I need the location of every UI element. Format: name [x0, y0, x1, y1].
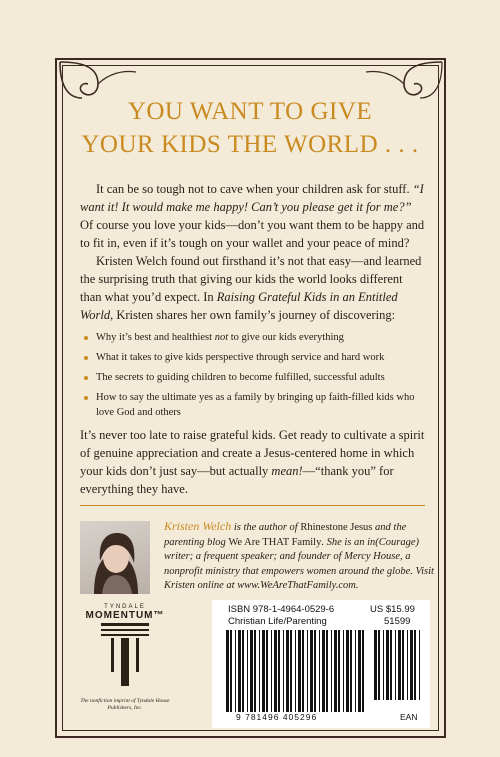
headline-line-1: YOU WANT TO GIVE — [127, 98, 373, 125]
paragraph-2-text-b: , Kristen shares her own family’s journey of discovering: — [110, 308, 396, 322]
isbn-barcode-block — [212, 600, 430, 728]
book-title-mention: Raising Grateful Kids in an Entitled World — [80, 290, 398, 322]
price: US $15.99 — [370, 604, 415, 615]
headline — [80, 95, 420, 161]
paragraph-3-text-b: —“thank you” for everything they have. — [80, 464, 394, 496]
paragraph-3-text-a: It’s never too late to raise grateful kids. Get ready to cultivate a spirit of genuine appreciation and create a Jesus-centered home in which your kids don’t just say—but actually — [80, 428, 425, 478]
divider — [80, 505, 425, 506]
description — [80, 180, 425, 498]
paragraph-3 — [80, 426, 425, 498]
publisher-imprint-note: The nonfiction imprint of Tyndale House Publishers, Inc. — [80, 698, 170, 711]
author-photo — [80, 521, 150, 594]
paragraph-1-quote: “I want it! It would make me happy! Can’t you please get it for me?” — [80, 182, 424, 214]
price-barcode-icon — [374, 630, 422, 712]
paragraph-1-text-a: It can be so tough not to cave when your children ask for stuff. — [96, 182, 413, 196]
barcode-icon — [226, 630, 366, 712]
author-book: Rhinestone Jesus — [300, 522, 373, 533]
publisher-name-small: TYNDALE — [104, 604, 146, 610]
book-category: Christian Life/Parenting — [228, 616, 327, 627]
author-bio: Kristen Welch is the author of Rhinestone Jesus and the parenting blog We Are THAT Family. She is an in(Courage) writer; a frequent speaker; and founder of Mercy House, a nonprofit ministry that empowers women around the globe. Visit Kristen online at www.WeAreThatFamily.com. — [164, 519, 434, 591]
isbn-number: ISBN 978-1-4964-0529-6 — [228, 604, 335, 615]
barcode-digits: 9 781496 405296 — [236, 712, 318, 722]
author-blog: We Are THAT Family — [228, 536, 322, 548]
list-item: Why it’s best and healthiest not to give our kids everything — [80, 330, 425, 345]
bullet-list — [80, 330, 425, 420]
paragraph-2-text-a: Kristen Welch found out firsthand it’s not that easy—and learned the surprising truth that giving our kids the world looks different than what you’d expect. In — [80, 254, 422, 304]
list-item: The secrets to guiding children to become fulfilled, successful adults — [80, 370, 425, 385]
tyndale-t-logo-icon — [95, 621, 155, 691]
publisher-name: MOMENTUM™ — [85, 610, 165, 621]
price-code: 51599 — [384, 616, 411, 627]
paragraph-1-text-b: Of course you love your kids—don’t you want them to be happy and to fit in, even if it’s tough on your wallet and your peace of mind? — [80, 218, 425, 250]
paragraph-3-emphasis: mean! — [271, 464, 303, 478]
paragraph-1 — [80, 180, 425, 252]
list-item: What it takes to give kids perspective through service and hard work — [80, 350, 425, 365]
ean-label: EAN — [400, 712, 418, 722]
publisher-logo — [80, 604, 170, 712]
list-item: How to say the ultimate yes as a family by bringing up faith-filled kids who love God and others — [80, 390, 425, 420]
headline-line-2: YOUR KIDS THE WORLD . . . — [81, 131, 419, 158]
author-name: Kristen Welch — [164, 519, 232, 533]
paragraph-2 — [80, 252, 425, 324]
